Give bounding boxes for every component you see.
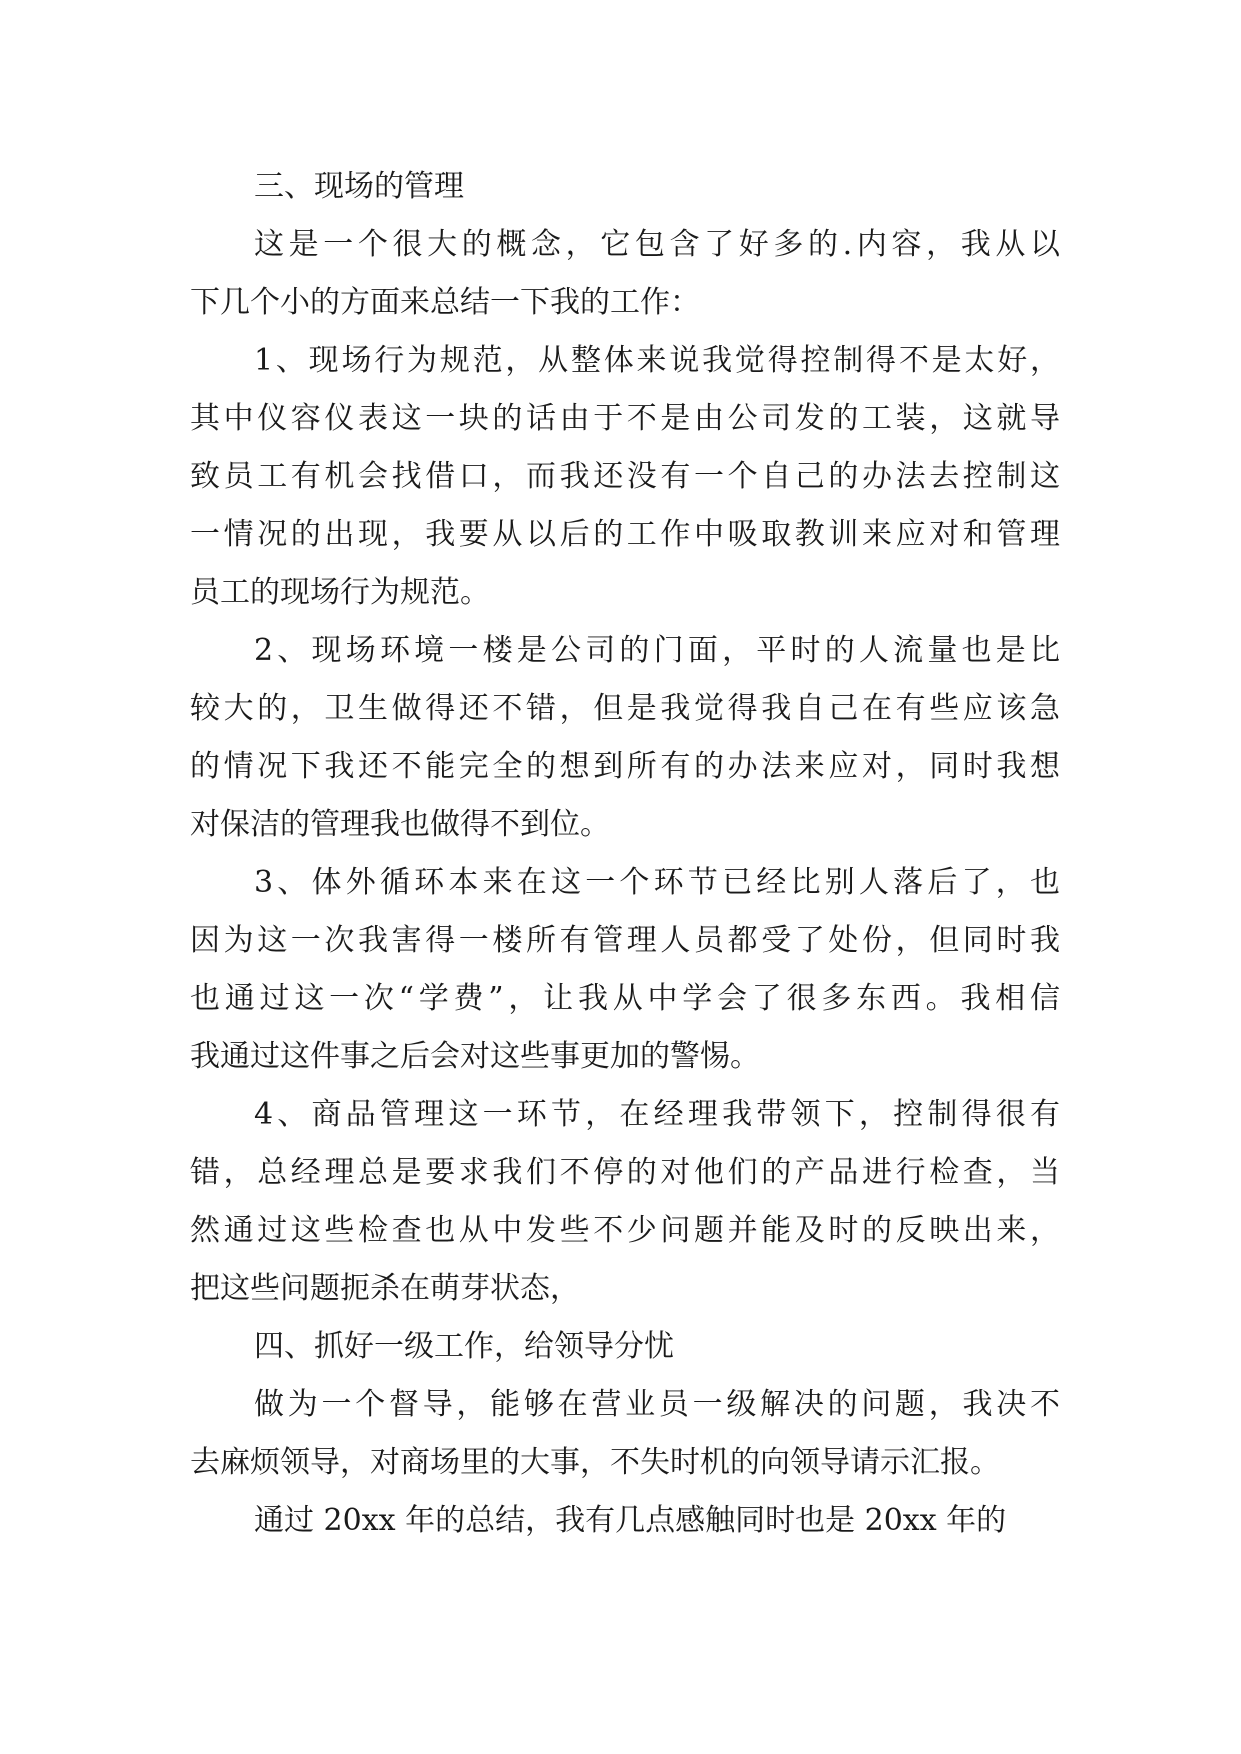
text-line: 下几个小的方面来总结一下我的工作： — [190, 285, 700, 320]
text-line: 通过 20xx 年的总结，我有几点感触同时也是 20xx 年的 — [254, 1503, 1007, 1538]
paragraph — [190, 1086, 1060, 1318]
text-line: 也通过这一次“学费”，让我从中学会了很多东西。我相信 — [190, 981, 1060, 1016]
text-line: 做为一个督导，能够在营业员一级解决的问题，我决不 — [254, 1387, 1060, 1422]
text-line: 三、现场的管理 — [254, 169, 464, 204]
text-line: 1、现场行为规范，从整体来说我觉得控制得不是太好， — [254, 343, 1060, 378]
document-body — [190, 158, 1060, 1550]
text-line: 四、抓好一级工作，给领导分忧 — [254, 1329, 674, 1364]
text-line: 致员工有机会找借口，而我还没有一个自己的办法去控制这 — [190, 459, 1060, 494]
text-line: 错，总经理总是要求我们不停的对他们的产品进行检查，当 — [190, 1155, 1060, 1190]
text-line: 这是一个很大的概念，它包含了好多的.内容，我从以 — [254, 227, 1060, 262]
text-line: 2、现场环境一楼是公司的门面，平时的人流量也是比 — [254, 633, 1060, 668]
section-heading — [190, 1318, 1060, 1376]
paragraph — [190, 622, 1060, 854]
text-line: 对保洁的管理我也做得不到位。 — [190, 807, 610, 842]
text-line: 其中仪容仪表这一块的话由于不是由公司发的工装，这就导 — [190, 401, 1060, 436]
text-line: 把这些问题扼杀在萌芽状态， — [190, 1271, 580, 1306]
text-line: 因为这一次我害得一楼所有管理人员都受了处份，但同时我 — [190, 923, 1060, 958]
paragraph — [190, 1492, 1060, 1550]
paragraph — [190, 1376, 1060, 1492]
section-heading — [190, 158, 1060, 216]
text-line: 然通过这些检查也从中发些不少问题并能及时的反映出来， — [190, 1213, 1060, 1248]
text-line: 一情况的出现，我要从以后的工作中吸取教训来应对和管理 — [190, 517, 1060, 552]
text-line: 较大的，卫生做得还不错，但是我觉得我自己在有些应该急 — [190, 691, 1060, 726]
text-line: 员工的现场行为规范。 — [190, 575, 490, 610]
paragraph — [190, 332, 1060, 622]
text-line: 去麻烦领导，对商场里的大事，不失时机的向领导请示汇报。 — [190, 1445, 1000, 1480]
paragraph — [190, 216, 1060, 332]
paragraph — [190, 854, 1060, 1086]
text-line: 3、体外循环本来在这一个环节已经比别人落后了，也 — [254, 865, 1060, 900]
text-line: 4、商品管理这一环节，在经理我带领下，控制得很有 — [254, 1097, 1060, 1132]
text-line: 我通过这件事之后会对这些事更加的警惕。 — [190, 1039, 760, 1074]
text-line: 的情况下我还不能完全的想到所有的办法来应对，同时我想 — [190, 749, 1060, 784]
